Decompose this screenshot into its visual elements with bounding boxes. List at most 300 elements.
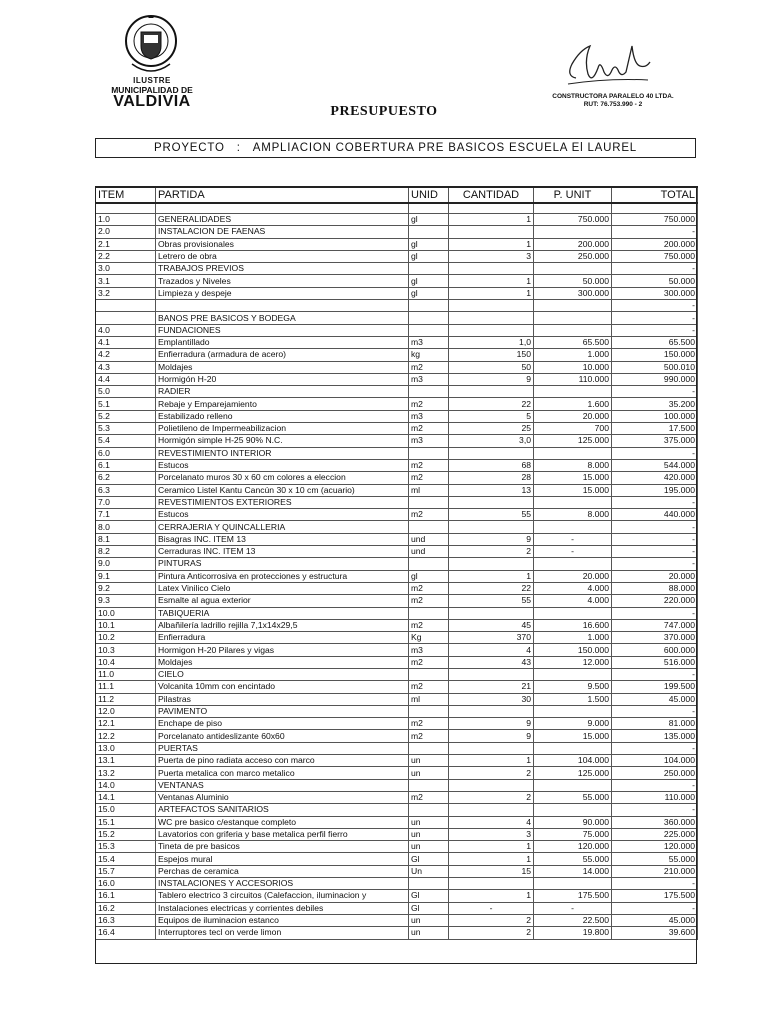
cell-item: 4.2 — [96, 349, 156, 361]
table-row — [96, 668, 698, 680]
cell-total: 516.000 — [612, 656, 698, 668]
table-row — [96, 705, 698, 717]
cell-cantidad: 5 — [449, 410, 534, 422]
cell-cantidad: 68 — [449, 459, 534, 471]
cell-cantidad: 3,0 — [449, 435, 534, 447]
table-row — [96, 324, 698, 336]
cell-punit: 10.000 — [534, 361, 612, 373]
cell-unid: m2 — [409, 459, 449, 471]
cell-cantidad: 43 — [449, 656, 534, 668]
cell-unid: m2 — [409, 791, 449, 803]
cell-cantidad — [449, 742, 534, 754]
table-row — [96, 681, 698, 693]
table-row — [96, 361, 698, 373]
cell-cantidad — [449, 386, 534, 398]
cell-unid — [409, 300, 449, 312]
cell-cantidad: 2 — [449, 767, 534, 779]
cell-total: 100.000 — [612, 410, 698, 422]
cell-unid: m2 — [409, 656, 449, 668]
table-row — [96, 841, 698, 853]
cell-unid: m2 — [409, 582, 449, 594]
cell-partida: PINTURAS — [156, 558, 409, 570]
cell-item: 16.2 — [96, 902, 156, 914]
cell-total: - — [612, 546, 698, 558]
cell-item: 15.4 — [96, 853, 156, 865]
table-row — [96, 816, 698, 828]
cell-item: 10.3 — [96, 644, 156, 656]
cell-unid: Gl — [409, 853, 449, 865]
cell-punit: 55.000 — [534, 791, 612, 803]
cell-cantidad: 9 — [449, 730, 534, 742]
table-row — [96, 386, 698, 398]
cell-unid: gl — [409, 570, 449, 582]
cell-partida: VENTANAS — [156, 779, 409, 791]
cell-punit: 20.000 — [534, 410, 612, 422]
cell-cantidad: 22 — [449, 398, 534, 410]
cell-punit: 175.500 — [534, 890, 612, 902]
logo-line-3: VALDIVIA — [113, 93, 191, 110]
cell-total: 500.010 — [612, 361, 698, 373]
cell-partida: Volcanita 10mm con encintado — [156, 681, 409, 693]
table-row — [96, 755, 698, 767]
cell-partida: Porcelanato muros 30 x 60 cm colores a eleccion — [156, 472, 409, 484]
table-row — [96, 398, 698, 410]
table-row — [96, 263, 698, 275]
cell-punit: 19.800 — [534, 927, 612, 939]
table-row — [96, 496, 698, 508]
cell-total: 375.000 — [612, 435, 698, 447]
cell-punit — [534, 742, 612, 754]
table-row — [96, 779, 698, 791]
cell-unid: m3 — [409, 373, 449, 385]
cell-punit: 12.000 — [534, 656, 612, 668]
cell-item: 6.0 — [96, 447, 156, 459]
cell-total: 45.000 — [612, 914, 698, 926]
cell-unid — [409, 386, 449, 398]
cell-punit: - — [534, 533, 612, 545]
cell-item: 16.1 — [96, 890, 156, 902]
cell-cantidad: 1 — [449, 275, 534, 287]
cell-partida: Lavatorios con griferia y base metalica perfil fierro — [156, 828, 409, 840]
cell-partida: Letrero de obra — [156, 250, 409, 262]
cell-unid: un — [409, 767, 449, 779]
cell-unid — [409, 742, 449, 754]
cell-cantidad — [449, 226, 534, 238]
cell-total: 120.000 — [612, 841, 698, 853]
cell-partida: Puerta metalica con marco metalico — [156, 767, 409, 779]
table-row — [96, 203, 698, 214]
cell-partida: GENERALIDADES — [156, 214, 409, 226]
cell-cantidad: 22 — [449, 582, 534, 594]
company-name: CONSTRUCTORA PARALELO 40 LTDA. — [552, 93, 674, 100]
cell-total: 150.000 — [612, 349, 698, 361]
table-row — [96, 927, 698, 939]
cell-unid: un — [409, 927, 449, 939]
cell-total: - — [612, 705, 698, 717]
cell-item: 7.0 — [96, 496, 156, 508]
cell-item: 15.3 — [96, 841, 156, 853]
cell-item: 9.2 — [96, 582, 156, 594]
cell-partida: Moldajes — [156, 656, 409, 668]
cell-cantidad: 1 — [449, 214, 534, 226]
cell-unid — [409, 521, 449, 533]
cell-partida: Moldajes — [156, 361, 409, 373]
table-row — [96, 644, 698, 656]
header-item: ITEM — [96, 187, 156, 203]
cell-item: 10.0 — [96, 607, 156, 619]
cell-total: 88.000 — [612, 582, 698, 594]
cell-unid: un — [409, 914, 449, 926]
cell-partida: Hormigón H-20 — [156, 373, 409, 385]
cell-item: 15.2 — [96, 828, 156, 840]
cell-punit: 1.000 — [534, 632, 612, 644]
cell-item: 16.4 — [96, 927, 156, 939]
cell-punit — [534, 203, 612, 214]
cell-partida: Interruptores tecl on verde limon — [156, 927, 409, 939]
cell-total: 110.000 — [612, 791, 698, 803]
table-row — [96, 914, 698, 926]
table-row — [96, 336, 698, 348]
table-row — [96, 410, 698, 422]
cell-partida: Equipos de iluminacion estanco — [156, 914, 409, 926]
cell-item: 12.1 — [96, 718, 156, 730]
cell-item: 16.0 — [96, 878, 156, 890]
cell-unid: gl — [409, 214, 449, 226]
cell-total: 35.200 — [612, 398, 698, 410]
cell-total: 135.000 — [612, 730, 698, 742]
cell-unid: m3 — [409, 644, 449, 656]
cell-partida: TRABAJOS PREVIOS — [156, 263, 409, 275]
table-row — [96, 484, 698, 496]
cell-cantidad — [449, 447, 534, 459]
cell-total: 370.000 — [612, 632, 698, 644]
table-row — [96, 890, 698, 902]
cell-punit: 20.000 — [534, 570, 612, 582]
cell-punit: 75.000 — [534, 828, 612, 840]
cell-partida: Enfierradura — [156, 632, 409, 644]
cell-item: 5.1 — [96, 398, 156, 410]
cell-punit — [534, 312, 612, 324]
cell-total: 45.000 — [612, 693, 698, 705]
cell-unid — [409, 607, 449, 619]
cell-partida: Tablero electrico 3 circuitos (Calefaccion, iluminacion y — [156, 890, 409, 902]
cell-total: 210.000 — [612, 865, 698, 877]
table-row — [96, 595, 698, 607]
cell-total: 440.000 — [612, 509, 698, 521]
cell-cantidad — [449, 607, 534, 619]
cell-unid: m2 — [409, 361, 449, 373]
cell-item — [96, 203, 156, 214]
cell-total: 20.000 — [612, 570, 698, 582]
cell-punit — [534, 447, 612, 459]
cell-cantidad: 1 — [449, 841, 534, 853]
cell-unid: m2 — [409, 398, 449, 410]
cell-total: - — [612, 226, 698, 238]
cell-total: 300.000 — [612, 287, 698, 299]
cell-punit: 16.600 — [534, 619, 612, 631]
cell-item: 7.1 — [96, 509, 156, 521]
cell-item: 9.1 — [96, 570, 156, 582]
cell-partida: Enchape de piso — [156, 718, 409, 730]
cell-punit: 90.000 — [534, 816, 612, 828]
cell-punit: 15.000 — [534, 472, 612, 484]
table-row — [96, 472, 698, 484]
cell-punit: 50.000 — [534, 275, 612, 287]
cell-partida: TABIQUERIA — [156, 607, 409, 619]
cell-cantidad: 150 — [449, 349, 534, 361]
cell-cantidad: 55 — [449, 509, 534, 521]
cell-punit: 14.000 — [534, 865, 612, 877]
cell-unid: un — [409, 828, 449, 840]
cell-punit — [534, 779, 612, 791]
cell-total: - — [612, 386, 698, 398]
cell-cantidad: 21 — [449, 681, 534, 693]
cell-cantidad — [449, 668, 534, 680]
cell-total: - — [612, 742, 698, 754]
cell-punit: 120.000 — [534, 841, 612, 853]
cell-total: 750.000 — [612, 214, 698, 226]
cell-item: 15.1 — [96, 816, 156, 828]
cell-item: 3.0 — [96, 263, 156, 275]
table-row — [96, 767, 698, 779]
cell-cantidad: 3 — [449, 250, 534, 262]
cell-total: 220.000 — [612, 595, 698, 607]
cell-total: 175.500 — [612, 890, 698, 902]
cell-item: 12.0 — [96, 705, 156, 717]
cell-punit: 250.000 — [534, 250, 612, 262]
cell-punit: 700 — [534, 423, 612, 435]
table-row — [96, 656, 698, 668]
cell-unid: Kg — [409, 632, 449, 644]
cell-total: 200.000 — [612, 238, 698, 250]
cell-unid: m3 — [409, 435, 449, 447]
cell-cantidad — [449, 312, 534, 324]
cell-total: 104.000 — [612, 755, 698, 767]
cell-punit: 15.000 — [534, 730, 612, 742]
cell-total: - — [612, 779, 698, 791]
cell-total — [612, 203, 698, 214]
cell-partida: PUERTAS — [156, 742, 409, 754]
cell-unid: und — [409, 546, 449, 558]
cell-item: 12.2 — [96, 730, 156, 742]
logo-line-2: MUNICIPALIDAD DE — [111, 85, 193, 95]
cell-partida — [156, 203, 409, 214]
signature-image — [548, 38, 678, 94]
cell-total: - — [612, 521, 698, 533]
cell-unid: gl — [409, 287, 449, 299]
cell-total: - — [612, 607, 698, 619]
cell-item: 14.1 — [96, 791, 156, 803]
table-row — [96, 607, 698, 619]
cell-unid: m3 — [409, 410, 449, 422]
cell-total: 55.000 — [612, 853, 698, 865]
cell-cantidad — [449, 496, 534, 508]
cell-item: 6.1 — [96, 459, 156, 471]
cell-item: 5.0 — [96, 386, 156, 398]
cell-partida: Hormigon H-20 Pilares y vigas — [156, 644, 409, 656]
table-row — [96, 570, 698, 582]
cell-cantidad — [449, 705, 534, 717]
cell-partida: Enfierradura (armadura de acero) — [156, 349, 409, 361]
cell-item: 13.0 — [96, 742, 156, 754]
cell-punit: 104.000 — [534, 755, 612, 767]
cell-partida: CIELO — [156, 668, 409, 680]
cell-punit: 4.000 — [534, 582, 612, 594]
cell-partida: Porcelanato antideslizante 60x60 — [156, 730, 409, 742]
table-row — [96, 828, 698, 840]
cell-punit: 22.500 — [534, 914, 612, 926]
cell-total: 199.500 — [612, 681, 698, 693]
cell-cantidad: 30 — [449, 693, 534, 705]
cell-partida: Ceramico Listel Kantu Cancún 30 x 10 cm (acuario) — [156, 484, 409, 496]
cell-total: 750.000 — [612, 250, 698, 262]
cell-partida: Emplantillado — [156, 336, 409, 348]
municipality-logo — [93, 14, 211, 108]
table-row — [96, 632, 698, 644]
cell-total: - — [612, 496, 698, 508]
cell-unid — [409, 263, 449, 275]
cell-punit — [534, 705, 612, 717]
logo-line-1: ILUSTRE — [133, 76, 171, 85]
cell-item: 11.2 — [96, 693, 156, 705]
cell-cantidad: 1 — [449, 890, 534, 902]
cell-item: 13.1 — [96, 755, 156, 767]
cell-partida: Espejos mural — [156, 853, 409, 865]
cell-unid — [409, 312, 449, 324]
table-row — [96, 804, 698, 816]
table-row — [96, 533, 698, 545]
cell-partida: Tineta de pre basicos — [156, 841, 409, 853]
cell-cantidad: 9 — [449, 533, 534, 545]
cell-cantidad: 1 — [449, 287, 534, 299]
cell-cantidad: 9 — [449, 373, 534, 385]
cell-item: 9.3 — [96, 595, 156, 607]
cell-punit: 300.000 — [534, 287, 612, 299]
cell-item: 8.0 — [96, 521, 156, 533]
cell-total: - — [612, 878, 698, 890]
cell-partida: Albañilería ladrillo rejilla 7,1x14x29,5 — [156, 619, 409, 631]
cell-cantidad — [449, 300, 534, 312]
cell-punit: 125.000 — [534, 767, 612, 779]
cell-cantidad: 1,0 — [449, 336, 534, 348]
cell-total: - — [612, 804, 698, 816]
cell-unid: un — [409, 816, 449, 828]
cell-total: 65.500 — [612, 336, 698, 348]
table-row — [96, 373, 698, 385]
cell-punit — [534, 300, 612, 312]
cell-punit — [534, 496, 612, 508]
table-header-row — [96, 187, 698, 203]
cell-punit: 9.000 — [534, 718, 612, 730]
cell-cantidad — [449, 779, 534, 791]
cell-item — [96, 312, 156, 324]
table-row — [96, 582, 698, 594]
cell-total: 747.000 — [612, 619, 698, 631]
cell-partida: Puerta de pino radiata acceso con marco — [156, 755, 409, 767]
cell-partida: Limpieza y despeje — [156, 287, 409, 299]
table-row — [96, 435, 698, 447]
cell-total: - — [612, 447, 698, 459]
cell-partida: Pintura Anticorrosiva en protecciones y estructura — [156, 570, 409, 582]
cell-punit: 15.000 — [534, 484, 612, 496]
cell-unid: m2 — [409, 681, 449, 693]
table-row — [96, 250, 698, 262]
cell-cantidad: 1 — [449, 755, 534, 767]
table-row — [96, 459, 698, 471]
cell-item: 3.1 — [96, 275, 156, 287]
cell-cantidad: 13 — [449, 484, 534, 496]
header-cantidad: CANTIDAD — [449, 187, 534, 203]
cell-item: 15.0 — [96, 804, 156, 816]
cell-partida: INSTALACIONES Y ACCESORIOS — [156, 878, 409, 890]
header-unid: UNID — [409, 187, 449, 203]
cell-cantidad: 2 — [449, 914, 534, 926]
cell-partida: Estabilizado relleno — [156, 410, 409, 422]
cell-punit: 200.000 — [534, 238, 612, 250]
cell-partida: Instalaciones electricas y corrientes debiles — [156, 902, 409, 914]
cell-item: 4.4 — [96, 373, 156, 385]
table-row — [96, 742, 698, 754]
cell-total: 39.600 — [612, 927, 698, 939]
cell-punit — [534, 324, 612, 336]
cell-total: - — [612, 312, 698, 324]
cell-partida: PAVIMENTO — [156, 705, 409, 717]
table-row — [96, 509, 698, 521]
cell-unid: m2 — [409, 619, 449, 631]
cell-unid: un — [409, 755, 449, 767]
cell-partida: REVESTIMIENTOS EXTERIORES — [156, 496, 409, 508]
table-row — [96, 865, 698, 877]
cell-partida: Perchas de ceramica — [156, 865, 409, 877]
cell-unid — [409, 705, 449, 717]
cell-cantidad: 1 — [449, 238, 534, 250]
cell-partida: CERRAJERIA Y QUINCALLERIA — [156, 521, 409, 533]
document-title: PRESUPUESTO — [330, 104, 438, 119]
cell-total: 81.000 — [612, 718, 698, 730]
cell-cantidad: 55 — [449, 595, 534, 607]
cell-cantidad: 4 — [449, 644, 534, 656]
cell-item: 9.0 — [96, 558, 156, 570]
cell-partida: Polietileno de Impermeabilizacion — [156, 423, 409, 435]
cell-punit — [534, 607, 612, 619]
cell-total: 250.000 — [612, 767, 698, 779]
cell-item: 6.3 — [96, 484, 156, 496]
cell-unid: gl — [409, 238, 449, 250]
cell-total: - — [612, 533, 698, 545]
cell-punit: - — [534, 902, 612, 914]
cell-partida: BANOS PRE BASICOS Y BODEGA — [156, 312, 409, 324]
cell-unid — [409, 804, 449, 816]
cell-unid — [409, 558, 449, 570]
table-row — [96, 853, 698, 865]
cell-unid — [409, 779, 449, 791]
cell-punit: 1.600 — [534, 398, 612, 410]
table-row — [96, 275, 698, 287]
cell-punit — [534, 386, 612, 398]
cell-cantidad — [449, 558, 534, 570]
cell-item: 5.4 — [96, 435, 156, 447]
project-label: PROYECTO — [154, 142, 225, 154]
cell-item: 16.3 — [96, 914, 156, 926]
cell-item: 4.0 — [96, 324, 156, 336]
cell-item: 10.2 — [96, 632, 156, 644]
cell-unid: m2 — [409, 509, 449, 521]
cell-punit: 125.000 — [534, 435, 612, 447]
cell-total: 50.000 — [612, 275, 698, 287]
cell-unid: gl — [409, 250, 449, 262]
table-row — [96, 447, 698, 459]
cell-unid: un — [409, 841, 449, 853]
